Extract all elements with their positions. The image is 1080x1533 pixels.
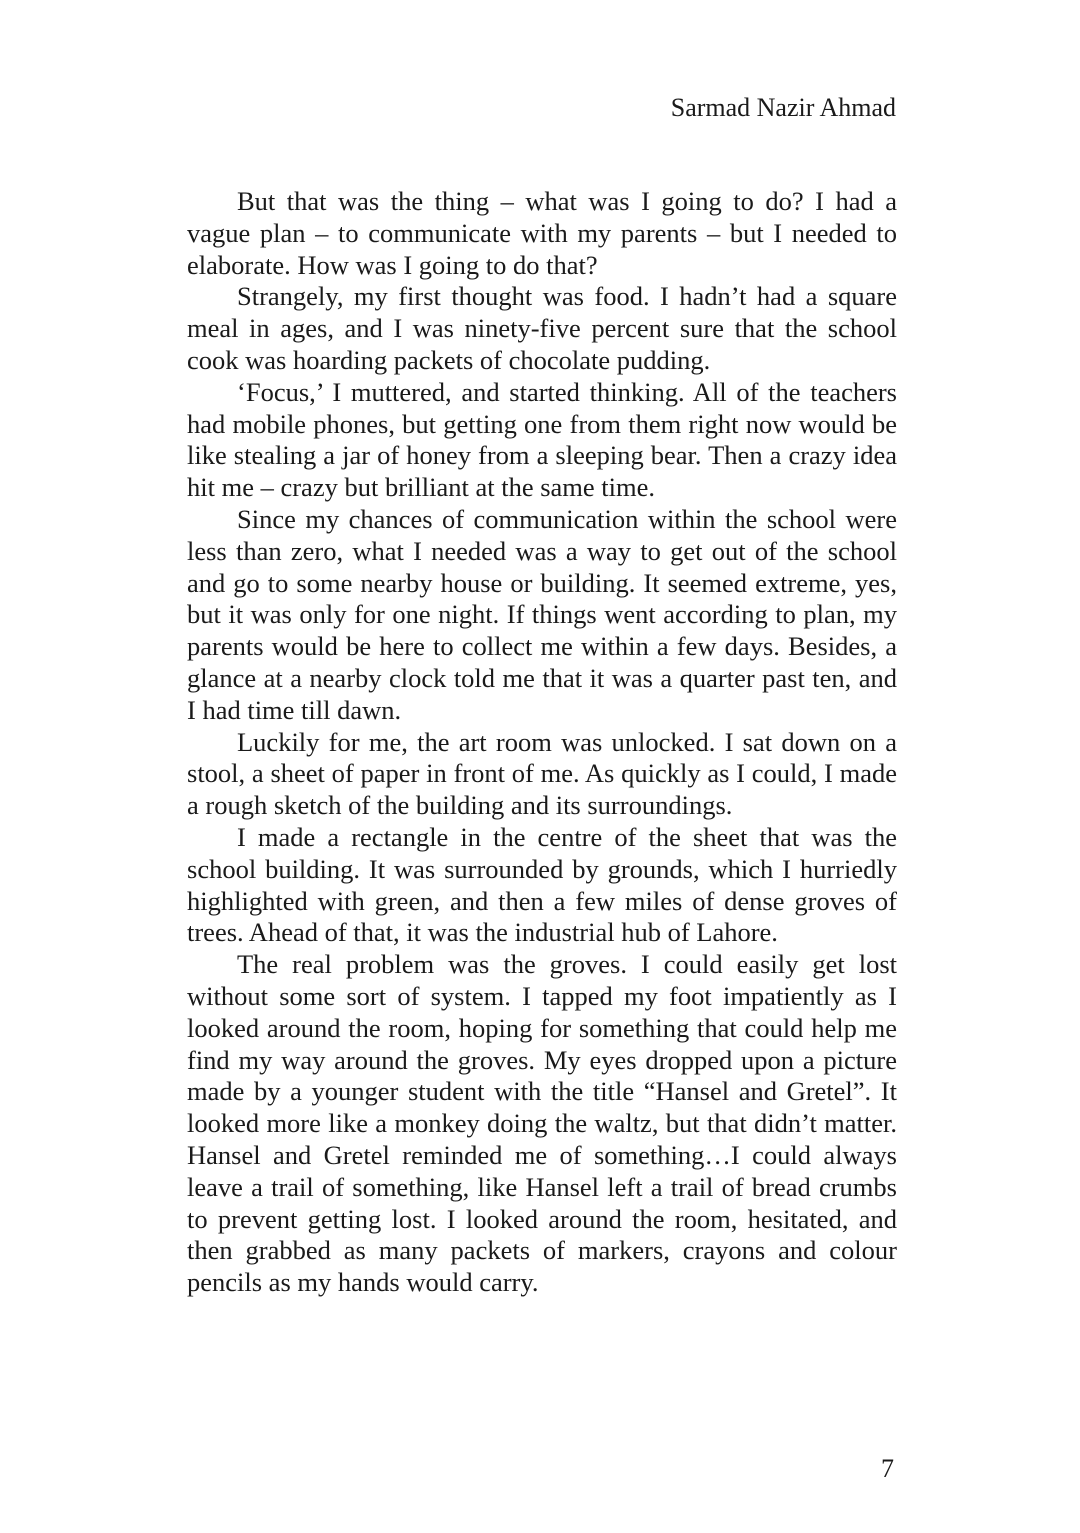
running-header-author: Sarmad Nazir Ahmad <box>670 93 896 122</box>
page-number: 7 <box>881 1454 894 1483</box>
paragraph: Luckily for me, the art room was unlocked. I sat down on a stool, a sheet of paper in front of me. As quickly as I could, I made a rough sketch of the building and its surroundings. <box>187 726 897 821</box>
paragraph: The real problem was the groves. I could easily get lost without some sort of system. I tapped my foot impatiently as I looked around the room, hoping for something that could help me find my way around the groves. My eyes dropped upon a picture made by a younger student with the title “Hansel and Gretel”. It looked more like a monkey doing the waltz, but that didn’t matter. Hansel and Gretel reminded me of something…I could always leave a trail of something, like Hansel left a trail of bread crumbs to prevent getting lost. I looked around the room, hesitated, and then grabbed as many packets of markers, crayons and colour pencils as my hands would carry. <box>187 949 897 1298</box>
paragraph: I made a rectangle in the centre of the sheet that was the school building. It was surrounded by grounds, which I hurriedly highlighted with green, and then a few miles of dense groves of trees. Ahead of that, it was the industrial hub of Lahore. <box>187 821 897 948</box>
paragraph: Since my chances of communication within the school were less than zero, what I needed was a way to get out of the school and go to some nearby house or building. It seemed extreme, yes, but it was only for one night. If things went according to plan, my parents would be here to collect me within a few days. Besides, a glance at a nearby clock told me that it was a quarter past ten, and I had time till dawn. <box>187 503 897 725</box>
paragraph: Strangely, my first thought was food. I hadn’t had a square meal in ages, and I was ninety-five percent sure that the school cook was hoarding packets of chocolate pudding. <box>187 281 897 375</box>
paragraph: ‘Focus,’ I muttered, and started thinking. All of the teachers had mobile phones, but getting one from them right now would be like stealing a jar of honey from a sleeping bear. Then a crazy idea hit me – crazy but brilliant at the same time. <box>187 376 897 503</box>
paragraph: But that was the thing – what was I going to do? I had a vague plan – to communicate with my parents – but I needed to elaborate. How was I going to do that? <box>187 186 897 280</box>
body-text <box>187 186 897 1299</box>
